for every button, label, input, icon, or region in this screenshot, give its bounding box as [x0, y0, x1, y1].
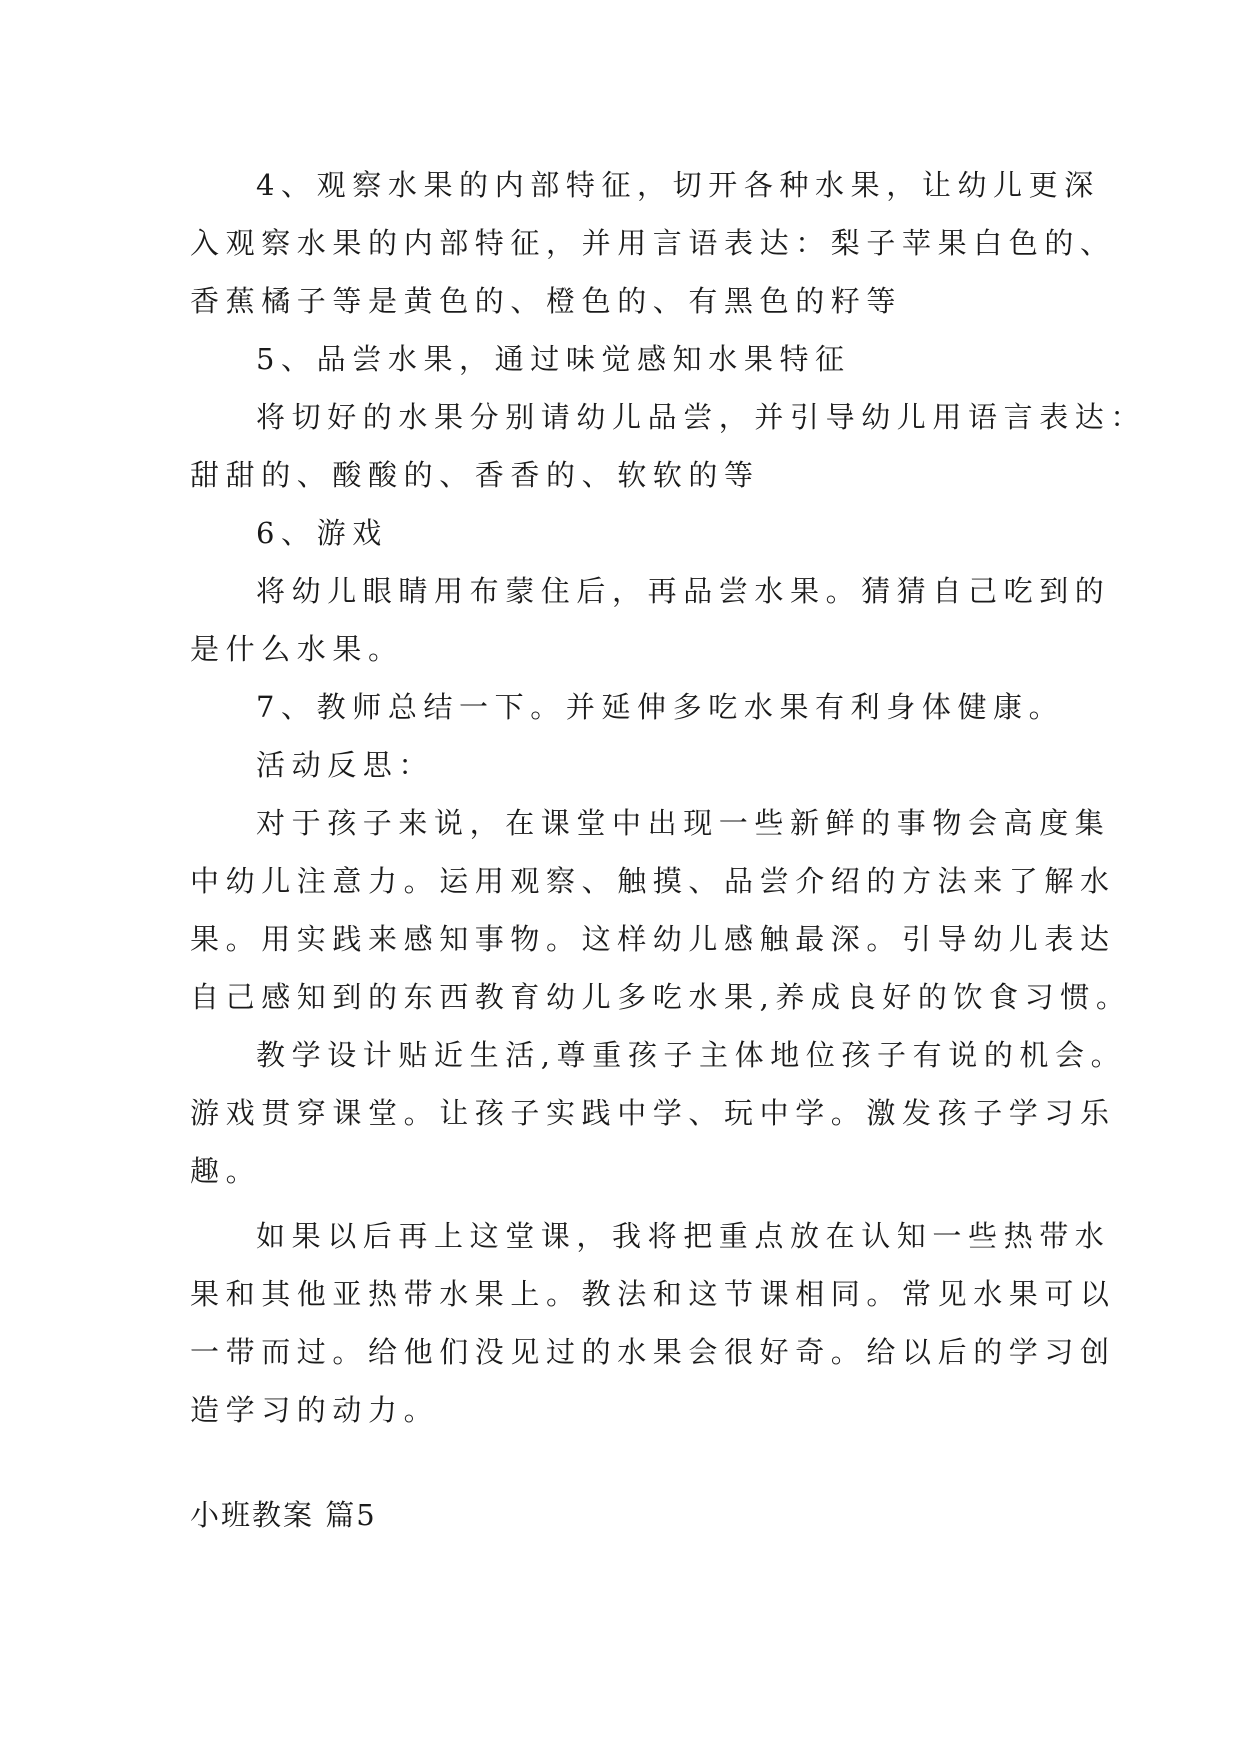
- paragraph-line: 对于孩子来说，在课堂中出现一些新鲜的事物会高度集: [256, 806, 1111, 840]
- paragraph-line: 将切好的水果分别请幼儿品尝，并引导幼儿用语言表达：: [256, 400, 1147, 434]
- paragraph-line: 是什么水果。: [190, 632, 404, 666]
- paragraph-line: 6、游戏: [256, 516, 388, 550]
- paragraph-line: 自己感知到的东西教育幼儿多吃水果,养成良好的饮食习惯。: [190, 980, 1132, 1014]
- paragraph-line: 如果以后再上这堂课，我将把重点放在认知一些热带水: [256, 1219, 1111, 1253]
- paragraph-line: 教学设计贴近生活,尊重孩子主体地位孩子有说的机会。: [256, 1038, 1127, 1072]
- paragraph-line: 一带而过。给他们没见过的水果会很好奇。给以后的学习创: [190, 1335, 1116, 1369]
- paragraph-line: 游戏贯穿课堂。让孩子实践中学、玩中学。激发孩子学习乐: [190, 1096, 1116, 1130]
- paragraph-line: 果和其他亚热带水果上。教法和这节课相同。常见水果可以: [190, 1277, 1116, 1311]
- paragraph-line: 甜甜的、酸酸的、香香的、软软的等: [190, 458, 760, 492]
- section-heading: 小班教案 篇5: [190, 1498, 377, 1532]
- paragraph-line: 活动反思：: [256, 748, 435, 782]
- paragraph-line: 5、品尝水果，通过味觉感知水果特征: [256, 342, 851, 376]
- paragraph-line: 7、教师总结一下。并延伸多吃水果有利身体健康。: [256, 690, 1065, 724]
- paragraph-line: 4、观察水果的内部特征，切开各种水果，让幼儿更深: [256, 168, 1100, 202]
- paragraph-line: 造学习的动力。: [190, 1393, 440, 1427]
- paragraph-line: 将幼儿眼睛用布蒙住后，再品尝水果。猜猜自己吃到的: [256, 574, 1111, 608]
- paragraph-line: 果。用实践来感知事物。这样幼儿感触最深。引导幼儿表达: [190, 922, 1116, 956]
- paragraph-line: 趣。: [190, 1154, 262, 1188]
- paragraph-line: 中幼儿注意力。运用观察、触摸、品尝介绍的方法来了解水: [190, 864, 1116, 898]
- paragraph-line: 入观察水果的内部特征，并用言语表达：梨子苹果白色的、: [190, 226, 1116, 260]
- paragraph-line: 香蕉橘子等是黄色的、橙色的、有黑色的籽等: [190, 284, 903, 318]
